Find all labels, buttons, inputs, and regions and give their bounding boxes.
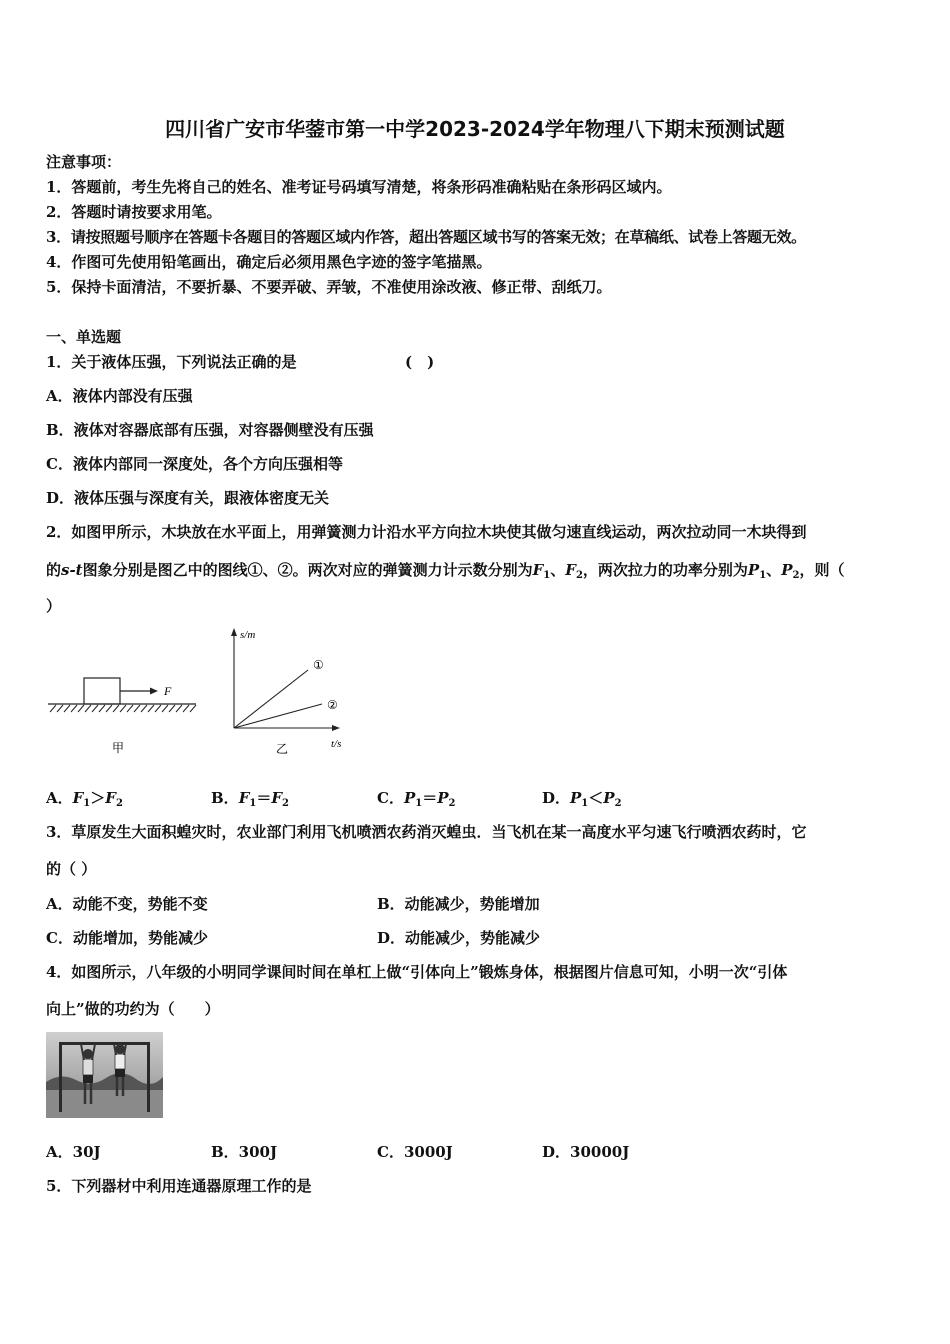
sep: 、 [766,561,782,579]
q2-option-a: A．$F_1>F_2$ [46,789,123,809]
q2-line1: 2．如图甲所示，木块放在水平面上，用弹簧测力计沿水平方向拉木块使其做匀速直线运动，两次拉动同一木块得到 [46,523,807,541]
note-item: 2．答题时请按要求用笔。 [46,203,222,221]
graph-line-1 [234,670,308,728]
q1-answer-blank: ( ) [405,353,435,371]
q1-option-c: C．液体内部同一深度处，各个方向压强相等 [46,455,343,473]
q2-text: ，两次拉力的功率分别为 [582,561,748,579]
q3-option-d: D．动能减少，势能减少 [377,929,541,947]
bar-post-left [59,1042,62,1112]
sym-p: P [781,561,793,579]
q2-line3: ） [46,597,62,615]
sub: 1 [759,570,767,581]
q4-line1: 4．如图所示，八年级的小明同学课间时间在单杠上做“引体向上”锻炼身体，根据图片信息可知，小明一次“引体 [46,963,788,981]
q3-option-a: A．动能不变，势能不变 [46,895,208,913]
line2-label: ② [327,698,338,712]
y-axis-label: s/m [240,629,256,641]
q1-option-d: D．液体压强与深度有关，跟液体密度无关 [46,489,330,507]
q1-option-a: A．液体内部没有压强 [46,387,193,405]
q2-st-symbol: s-t [61,561,83,579]
q2-line2 [46,560,844,586]
horizontal-bar [59,1042,150,1045]
section-heading: 一、单选题 [46,328,122,346]
note-item: 1．答题前，考生先将自己的姓名、准考证号码填写清楚，将条形码准确粘贴在条形码区域内。 [46,178,672,196]
q4-option-c: C．3000J [377,1143,453,1161]
q3-option-c: C．动能增加，势能减少 [46,929,208,947]
note-item: 4．作图可先使用铅笔画出，确定后必须用黑色字迹的签字笔描黑。 [46,253,492,271]
ground-hatching [50,705,196,712]
bar-post-right [147,1042,150,1112]
wood-block [84,678,120,704]
graph-line-2 [234,704,322,728]
pull-up-photo [46,1032,163,1118]
sub: 2 [792,570,800,581]
notes-heading: 注意事项： [46,153,122,171]
force-label: F [164,684,172,698]
page-title: 四川省广安市华蓥市第一中学2023-2024学年物理八下期末预测试题 [165,117,785,141]
q1-option-b: B．液体对容器底部有压强，对容器侧壁没有压强 [46,421,374,439]
x-axis-label: t/s [331,738,342,750]
q2-figure [40,620,360,760]
sub: 1 [543,570,551,581]
force-arrowhead [150,688,158,695]
sym-p: P [747,561,760,579]
caption-jia: 甲 [112,741,125,755]
q3-line2: 的（ ） [46,860,97,878]
q4-option-b: B．300J [211,1143,278,1161]
q4-option-d: D．30000J [542,1143,630,1161]
q2-option-d: D．$P_1<P_2$ [542,789,622,809]
q2-option-c: C．$P_1=P_2$ [377,789,456,809]
q5-stem: 5．下列器材中利用连通器原理工作的是 [46,1177,312,1195]
q3-line1: 3．草原发生大面积蝗灾时，农业部门利用飞机喷洒农药消灭蝗虫．当飞机在某一高度水平匀速飞行喷洒农药时，它 [46,823,807,841]
x-axis-arrowhead [332,725,340,731]
note-item: 5．保持卡面清洁，不要折暴、不要弄破、弄皱，不准使用涂改液、修正带、刮纸刀。 [46,278,612,296]
q2-text: 的 [46,561,62,579]
q2-option-b: B．$F_1=F_2$ [211,789,289,809]
y-axis-arrowhead [231,628,237,636]
q4-option-a: A．30J [46,1143,101,1161]
sym-f: F [532,561,544,579]
q2-text: 图象分别是图乙中的图线①、②。两次对应的弹簧测力计示数分别为 [82,561,533,579]
q3-option-b: B．动能减少，势能增加 [377,895,540,913]
q4-line2: 向上”做的功约为（ ） [46,1000,220,1018]
line1-label: ① [313,658,324,672]
sub: 2 [575,570,583,581]
caption-yi: 乙 [276,742,289,756]
q1-stem: 1．关于液体压强，下列说法正确的是 [46,353,297,371]
sym-f: F [565,561,576,579]
sep: 、 [550,561,566,579]
note-item: 3．请按照题号顺序在答题卡各题目的答题区域内作答，超出答题区域书写的答案无效；在草稿纸、试卷上答题无效。 [46,228,806,246]
q2-text: ，则（ [799,561,845,579]
